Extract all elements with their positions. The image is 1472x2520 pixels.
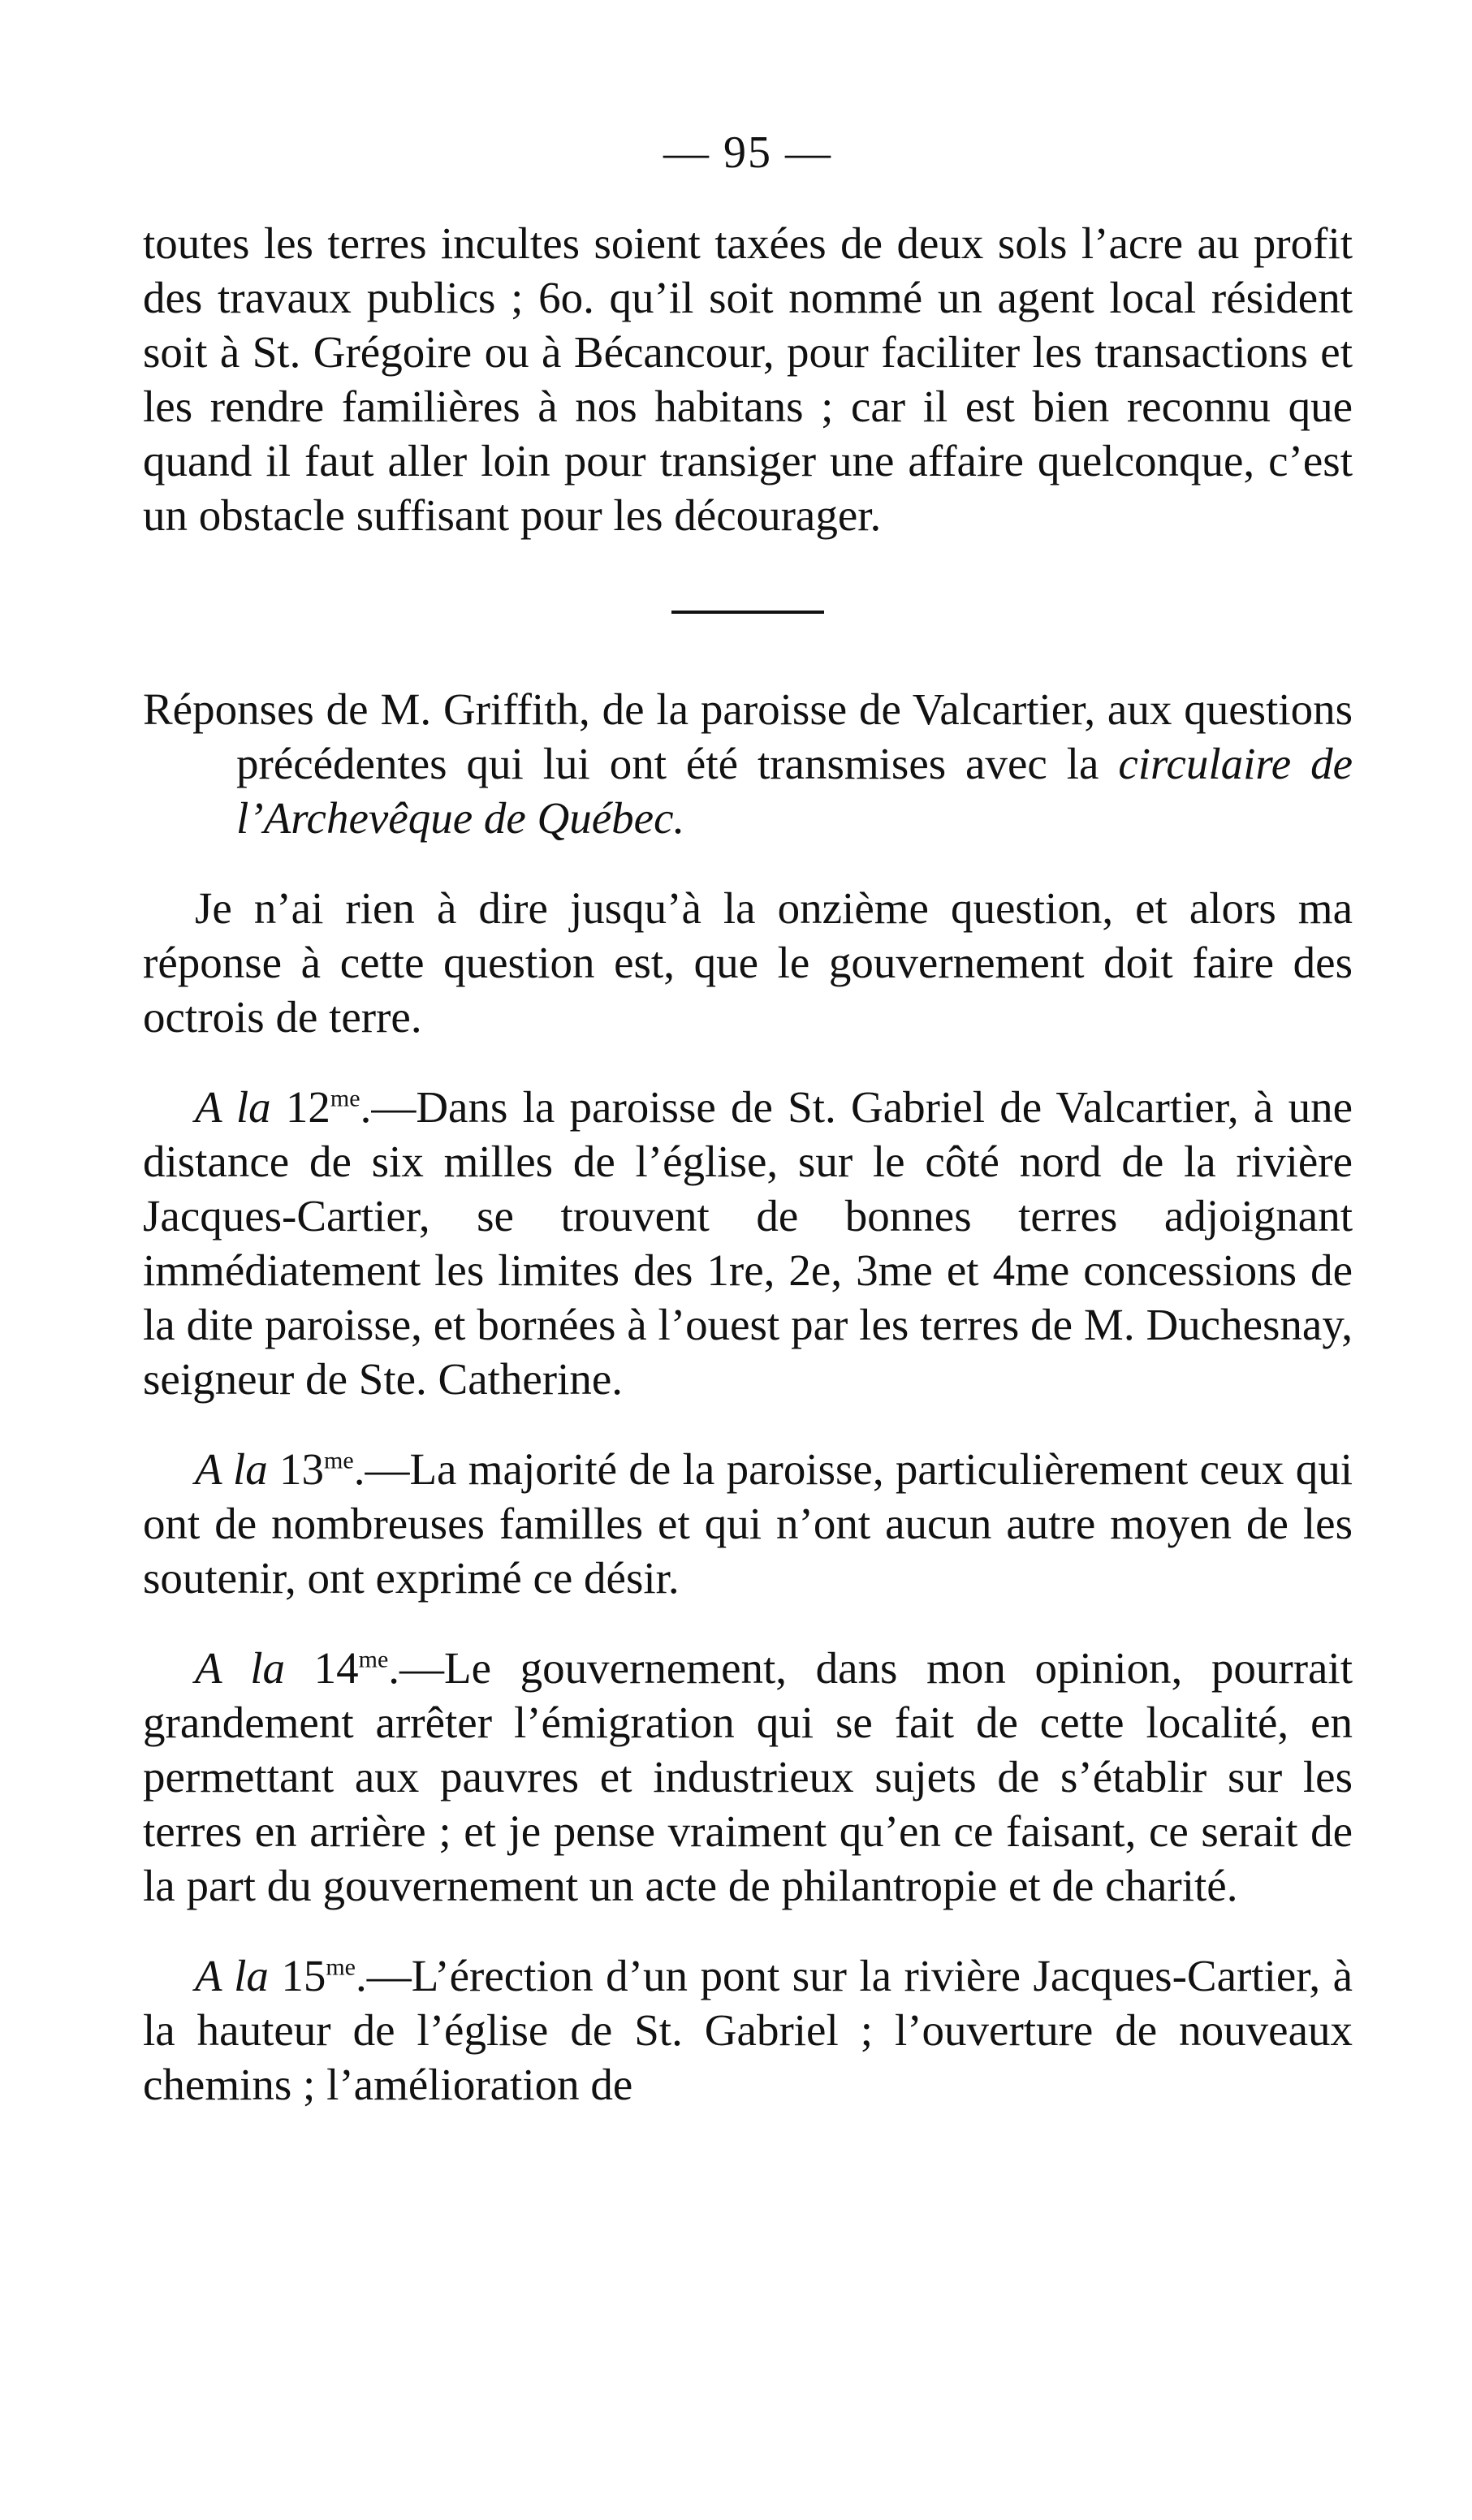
answer-number: 13 bbox=[279, 1444, 325, 1494]
answer-number-suffix: me bbox=[324, 1447, 354, 1474]
answer-14 bbox=[143, 1641, 1353, 1913]
answer-13 bbox=[143, 1442, 1353, 1605]
answer-12 bbox=[143, 1080, 1353, 1406]
answer-prefix: A la bbox=[195, 1951, 269, 2000]
answer-number-suffix: me bbox=[330, 1085, 360, 1112]
answer-prefix: A la bbox=[195, 1444, 268, 1494]
section-heading-italic: circulaire de l’Archevêque de Québec. bbox=[236, 739, 1353, 843]
answer-prefix: A la bbox=[195, 1082, 271, 1132]
answer-15 bbox=[143, 1948, 1353, 2112]
answer-number: 12 bbox=[285, 1082, 330, 1132]
answer-text: .—Le gouvernement, dans mon opinion, pourrait grandement arrêter l’émigration qui se fait de cette localité, en permettant aux pauvres et industrieux sujets de s’établir sur les terres en arrière ; et je pense vraiment qu’en ce faisant, ce serait de la part du gouvernement un acte de philantropie et de charité. bbox=[143, 1643, 1353, 1910]
opening-paragraph: toutes les terres incultes soient taxées de deux sols l’acre au profit des travaux publics ; 6o. qu’il soit nommé un agent local résident soit à St. Grégoire ou à Bécancour, pour faciliter les transactions et les rendre familières à nos habitans ; car il est bien reconnu que quand il faut aller loin pour transiger une affaire quelconque, c’est un obstacle suffisant pour les décourager. bbox=[143, 218, 1353, 540]
document-page bbox=[143, 122, 1353, 2112]
answer-number: 15 bbox=[281, 1951, 326, 2000]
intro-answer: Je n’ai rien à dire jusqu’à la onzième question, et alors ma réponse à cette question est, que le gouvernement doit faire des octrois de terre. bbox=[143, 883, 1353, 1042]
answer-text: .—Dans la paroisse de St. Gabriel de Valcartier, à une distance de six milles de l’église, sur le côté nord de la rivière Jacques-Cartier, se trouvent de bonnes terres adjoignant immédiatement les limites des 1re, 2e, 3me et 4me concessions de la dite paroisse, et bornées à l’ouest par les terres de M. Duchesnay, seigneur de Ste. Catherine. bbox=[143, 1082, 1353, 1404]
answer-number-suffix: me bbox=[358, 1646, 389, 1673]
section-heading-text: Réponses de M. Griffith, de la paroisse de Valcartier, aux questions précédentes qui lui ont été transmises avec la bbox=[143, 684, 1353, 788]
answer-prefix: A la bbox=[195, 1643, 285, 1693]
section-divider bbox=[671, 611, 824, 614]
page-number: — 95 — bbox=[663, 127, 832, 178]
answer-number-suffix: me bbox=[326, 1953, 356, 1981]
answer-number: 14 bbox=[313, 1643, 359, 1693]
answer-text: .—La majorité de la paroisse, particulièrement ceux qui ont de nombreuses familles et qui n’ont aucun autre moyen de les soutenir, ont exprimé ce désir. bbox=[143, 1444, 1353, 1603]
section-heading bbox=[143, 682, 1353, 845]
answer-text: .—L’érection d’un pont sur la rivière Jacques-Cartier, à la hauteur de l’église de St. Gabriel ; l’ouverture de nouveaux chemins ; l’amélioration de bbox=[143, 1951, 1353, 2109]
